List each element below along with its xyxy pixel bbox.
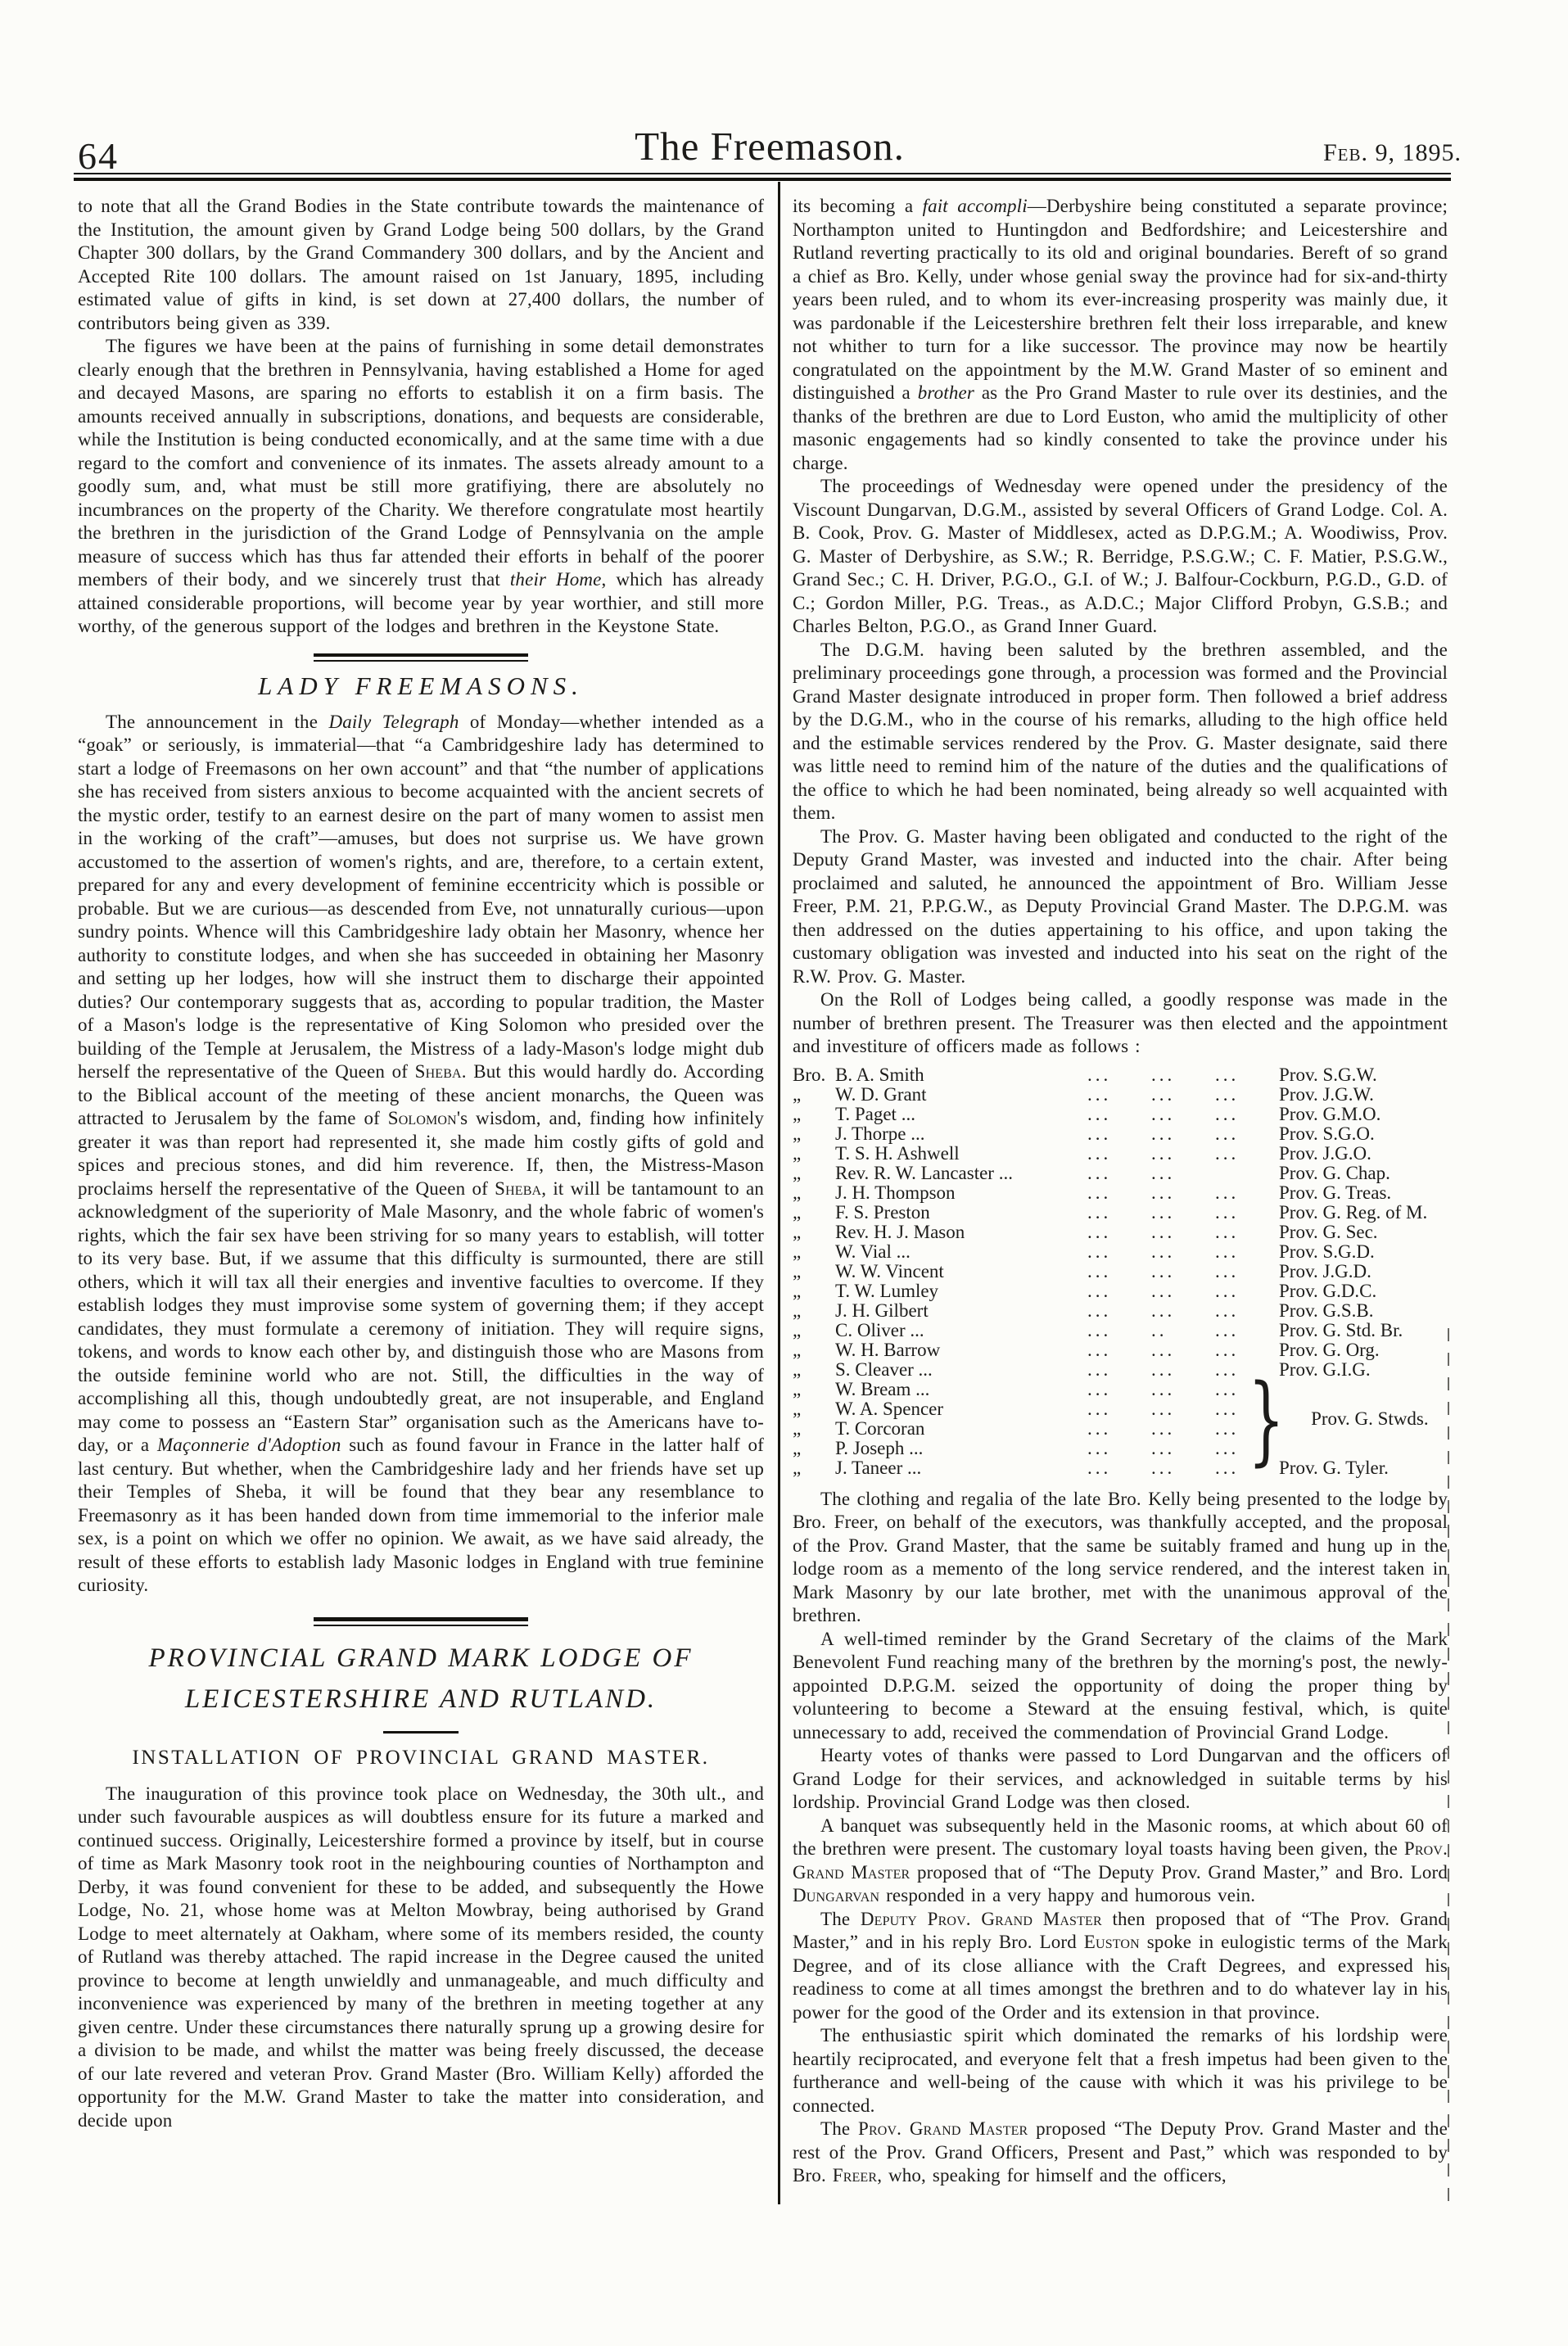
table-row xyxy=(793,1360,1448,1380)
table-row xyxy=(793,1301,1448,1321)
paragraph-votes-of-thanks: Hearty votes of thanks were passed to Lord Dungarvan and the officers of Grand Lodge for their services, and acknowledged in suitable terms by his lordship. Provincial Grand Lodge was then closed. xyxy=(793,1745,1448,1812)
officer-office: Prov. G. Chap. xyxy=(1279,1162,1390,1183)
leader-dots: ... xyxy=(1215,1437,1240,1458)
leader-dots: ... xyxy=(1151,1241,1176,1262)
paragraph-clothing-regalia: The clothing and regalia of the late Bro. Kelly being presented to the lodge by Bro. Freer, on behalf of the executors, was thankfully accepted, and the proposal of the Prov. Grand Master, that the same be suitably framed and hung up in the lodge room as a memento of the long service rendered, and the interest taken in Mark Masonry by our late brother, met with the unanimous approval of the brethren. xyxy=(793,1488,1448,1625)
table-row xyxy=(793,1144,1448,1164)
leader-dots: ... xyxy=(1151,1398,1176,1419)
officer-prefix: „ xyxy=(793,1103,802,1124)
paragraph-final-toast: The Prov. Grand Master proposed “The Deputy Prov. Grand Master and the rest of the Prov. Grand Officers, Present and Past,” which was responded to by Bro. Freer, who, speaking for himself and the officers, xyxy=(793,2118,1448,2186)
leader-dots: ... xyxy=(1087,1300,1112,1321)
table-row xyxy=(793,1124,1448,1144)
leader-dots: ... xyxy=(1087,1358,1112,1380)
paragraph-banquet: A banquet was subsequently held in the Masonic rooms, at which about 60 of the brethren were present. The customary loyal toasts having been given, the Prov. Grand Master proposed that of “The Deputy Prov. Grand Master,” and Bro. Lord Dungarvan responded in a very happy and humorous vein. xyxy=(793,1815,1448,1905)
leader-dots: ... xyxy=(1087,1457,1112,1478)
brace-glyph: } xyxy=(1248,1362,1286,1476)
leader-dots: ... xyxy=(1215,1221,1240,1242)
prov-heading-line2: LEICESTERSHIRE AND RUTLAND. xyxy=(184,1684,657,1714)
leader-dots: ... xyxy=(1215,1378,1240,1399)
officer-office: Prov. J.G.O. xyxy=(1279,1142,1371,1164)
officer-prefix: „ xyxy=(793,1221,802,1242)
leader-dots: ... xyxy=(1215,1103,1240,1124)
officer-prefix: „ xyxy=(793,1241,802,1262)
leader-dots: ... xyxy=(1087,1162,1112,1183)
paragraph-proceedings: The proceedings of Wednesday were opened under the presidency of the Viscount Dungarvan, D.G.M., assisted by several Officers of Grand Lodge. Col. A. B. Cook, Prov. G. Master of Middlesex, acted as D.P.G.M.; A. Woodiwiss, Prov. G. Master of Derbyshire, as S.W.; R. Berridge, P.S.G.W.; C. F. Matier, P.S.G.W., Grand Sec.; C. H. Driver, P.G.O., G.I. of W.; J. Balfour-Cockburn, P.G.D., G.D. of C.; Gordon Miller, P.G. Treas., as A.D.C.; Major Clifford Probyn, G.S.B.; and Charles Belton, P.G.O., as Grand Inner Guard. xyxy=(793,476,1448,636)
leader-dots: ... xyxy=(1087,1319,1112,1340)
issue-date: Feb. 9, 1895. xyxy=(1322,139,1462,166)
table-row xyxy=(793,1262,1448,1281)
officer-prefix: „ xyxy=(793,1142,802,1164)
officer-name: B. A. Smith xyxy=(835,1064,924,1085)
leader-dots: ... xyxy=(1087,1241,1112,1262)
subsection-rule xyxy=(383,1731,459,1734)
officer-name: J. Thorpe ... xyxy=(835,1123,925,1144)
table-row xyxy=(793,1105,1448,1124)
leader-dots: .. xyxy=(1151,1319,1168,1340)
leader-dots: ... xyxy=(1215,1201,1240,1223)
leader-dots: ... xyxy=(1215,1064,1240,1085)
leader-dots: ... xyxy=(1087,1378,1112,1399)
officer-name: J. H. Thompson xyxy=(835,1182,956,1203)
paragraph-enthusiastic-spirit: The enthusiastic spirit which dominated the remarks of his lordship were heartily reciprocated, and everyone felt that a fresh impetus had been given to the furtherance and well-being of the cause with which it was his privilege to be connected. xyxy=(793,2025,1448,2116)
leader-dots: ... xyxy=(1215,1083,1240,1105)
leader-dots: ... xyxy=(1151,1201,1176,1223)
paragraph-roll-of-lodges: On the Roll of Lodges being called, a goodly response was made in the number of brethren present. The Treasurer was then elected and the appointment and investiture of officers made as follows : xyxy=(793,989,1448,1056)
officer-prefix: „ xyxy=(793,1398,802,1419)
leader-dots: ... xyxy=(1151,1123,1176,1144)
officer-office: Prov. G. Reg. of M. xyxy=(1279,1201,1428,1223)
officer-prefix: „ xyxy=(793,1162,802,1183)
leader-dots: ... xyxy=(1151,1142,1176,1164)
paragraph-lady-freemasons: The announcement in the Daily Telegraph of Monday—whether intended as a “goak” or seriously, is immaterial—that “a Cambridgeshire lady has determined to start a lodge of Freemasons on her own account” and that “the number of applications she has received from sisters anxious to become acquainted with the ancient secrets of the mystic order, testify to an earnest desire on the part of many women to assist men in the working of the craft”—amuses, but does not surprise us. We have grown accustomed to the assertion of women's rights, and are, therefore, to a certain extent, prepared for any and every development of feminine eccentricity which is possible or probable. But we are curious—as descended from Eve, not unnaturally curious—upon sundry points. Whence will this Cambridgeshire lady obtain her Masonry, whence her authority to constitute lodges, and when she has succeeded in obtaining her Masonry and setting up her lodges, how will she instruct them to discharge their appointed duties? Our contemporary suggests that as, according to popular tradition, the Master of a Mason's lodge is the representative of King Solomon who presided over the building of the Temple at Jerusalem, the Mistress of a lady-Mason's lodge might dub herself the representative of the Queen of Sheba. But this would hardly do. According to the Biblical account of the meeting of these ancient monarchs, the Queen was attracted to Jerusalem by the fame of Solomon's wisdom, and, finding how infinitely greater it was than report had represented it, she made him costly gifts of gold and spices and precious stones, and did him reverence. If, then, the Mistress-Mason proclaims herself the representative of the Queen of Sheba, it will be tantamount to an acknowledgment of the superiority of Male Masonry, and the whole fabric of women's rights, which the fair sex have been striving for so many years to establish, will totter to its very base. But, if we assume that this difficulty is surmounted, there are still others, which it will tax all their energies and inventive faculties to overcome. If they establish lodges they must improvise some system of governing them; if they accept candidates, they must formulate a ceremony of initiation. They will require signs, tokens, and words to know each other by, and distinguish those who are Masons from the outside feminine world who are not. Still, the difficulties in the way of accomplishing all this, though undoubtedly great, are not insuperable, and England may come to possess an “Eastern Star” organisation such as the Americans have to-day, or a Maçonnerie d'Adoption such as found favour in France in the latter half of last century. But whether, when the Cambridgeshire lady and her friends have set up their Temples of Sheba, it will be found that they bear any resemblance to Freemasonry as it has been handed down from time immemorial to the inferior male sex, is a point on which we offer no opinion. We await, as we have said already, the result of these efforts to establish lady Masonic lodges in England with true feminine curiosity. xyxy=(78,711,764,1595)
leader-dots: ... xyxy=(1087,1260,1112,1281)
officer-office: Prov. G.S.B. xyxy=(1279,1300,1374,1321)
leader-dots: ... xyxy=(1215,1398,1240,1419)
table-row xyxy=(793,1223,1448,1242)
officer-prefix: „ xyxy=(793,1378,802,1399)
officer-name: W. W. Vincent xyxy=(835,1260,944,1281)
paragraph-state-contributions: to note that all the Grand Bodies in the State contribute towards the maintenance of the Institution, the amount given by Grand Lodge being 500 dollars, by the Grand Chapter 300 dollars, by the Grand Commandery 300 dollars, and by the Ancient and Accepted Rite 100 dollars. The amount raised on 1st January, 1895, including estimated value of gifts in kind, is set down at 27,400 dollars, the number of contributors being given as 339. xyxy=(78,196,764,333)
leader-dots: ... xyxy=(1151,1260,1176,1281)
officer-prefix: „ xyxy=(793,1319,802,1340)
prov-mark-lodge-heading xyxy=(78,1638,764,1720)
officer-office: Prov. S.G.W. xyxy=(1279,1064,1377,1085)
leader-dots xyxy=(1215,1164,1279,1183)
paragraph-fait-accompli: its becoming a fait accompli—Derbyshire being constituted a separate province; Northampton united to Huntingdon and Bedfordshire; and Leicestershire and Rutland reverting practically to its old and original boundaries. Bereft of so grand a chief as Bro. Kelly, under whose genial sway the province had for six-and-thirty years been ruled, and to whom its ever-increasing prosperity was mainly due, it was pardonable if the Leicestershire brethren felt their loss irreparable, and knew not whither to turn for a like successor. The province may now be heartily congratulated on the appointment by the M.W. Grand Master of so eminent and distinguished a brother as the Pro Grand Master to rule over its destinies, and the thanks of the brethren are due to Lord Euston, who amid the multiplicity of other masonic engagements had so kindly consented to take the province under his charge. xyxy=(793,196,1448,473)
officer-name: T. Paget ... xyxy=(835,1103,915,1124)
table-row xyxy=(793,1340,1448,1360)
table-row xyxy=(793,1321,1448,1340)
officer-name: T. W. Lumley xyxy=(835,1280,939,1301)
officer-name: S. Cleaver ... xyxy=(835,1358,933,1380)
officer-office: Prov. G. Treas. xyxy=(1279,1182,1392,1203)
section-rule xyxy=(314,653,528,662)
leader-dots: ... xyxy=(1087,1182,1112,1203)
leader-dots: ... xyxy=(1087,1103,1112,1124)
leader-dots: ... xyxy=(1215,1260,1240,1281)
leader-dots: ... xyxy=(1215,1142,1240,1164)
masthead-title: The Freemason. xyxy=(635,124,905,169)
table-row xyxy=(793,1242,1448,1262)
page-header xyxy=(78,123,1462,180)
table-row xyxy=(793,1203,1448,1223)
leader-dots: ... xyxy=(1151,1064,1176,1085)
officer-office: Prov. G.I.G. xyxy=(1279,1358,1371,1380)
leader-dots: ... xyxy=(1087,1398,1112,1419)
leader-dots: ... xyxy=(1087,1083,1112,1105)
officer-office: Prov. G. Org. xyxy=(1279,1339,1380,1360)
officer-name: C. Oliver ... xyxy=(835,1319,924,1340)
table-row xyxy=(793,1164,1448,1183)
table-row xyxy=(793,1281,1448,1301)
officer-prefix: „ xyxy=(793,1123,802,1144)
table-row xyxy=(793,1458,1448,1478)
officer-prefix: „ xyxy=(793,1457,802,1478)
officer-office: Prov. J.G.W. xyxy=(1279,1083,1374,1105)
leader-dots: ... xyxy=(1087,1064,1112,1085)
column-divider xyxy=(778,182,780,2204)
officer-name: T. Corcoran xyxy=(835,1417,925,1439)
officer-office: Prov. G.M.O. xyxy=(1279,1103,1381,1124)
officer-name: F. S. Preston xyxy=(835,1201,930,1223)
leader-dots: ... xyxy=(1151,1083,1176,1105)
officer-name: W. Bream ... xyxy=(835,1378,930,1399)
leader-dots: ... xyxy=(1151,1162,1176,1183)
leader-dots: ... xyxy=(1151,1300,1176,1321)
officer-office: Prov. G.D.C. xyxy=(1279,1280,1377,1301)
officer-prefix: Bro. xyxy=(793,1064,826,1085)
leader-dots: ... xyxy=(1215,1182,1240,1203)
paragraph-deputy-toast: The Deputy Prov. Grand Master then proposed that of “The Prov. Grand Master,” and in his reply Bro. Lord Euston spoke in eulogistic terms of the Mark Degree, and of its close alliance with the Craft Degrees, and expressed his readiness to come at all times amongst the brethren and to do whatever lay in his power for the good of the Order and its extension in that province. xyxy=(793,1908,1448,2023)
officer-prefix: „ xyxy=(793,1339,802,1360)
leader-dots: ... xyxy=(1087,1201,1112,1223)
officer-prefix: „ xyxy=(793,1280,802,1301)
officer-prefix: „ xyxy=(793,1417,802,1439)
table-row xyxy=(793,1065,1448,1085)
leader-dots: ... xyxy=(1215,1300,1240,1321)
leader-dots: ... xyxy=(1151,1221,1176,1242)
officer-prefix: „ xyxy=(793,1437,802,1458)
leader-dots: ... xyxy=(1151,1339,1176,1360)
officer-prefix: „ xyxy=(793,1201,802,1223)
officer-prefix: „ xyxy=(793,1260,802,1281)
paragraph-dgm-saluted: The D.G.M. having been saluted by the brethren assembled, and the preliminary proceedings gone through, a procession was formed and the Provincial Grand Master designate introduced in proper form. Then followed a brief address by the D.G.M., who in the course of his remarks, alluding to the high office held and the estimable services rendered by the Prov. G. Master designate, said there was little need to remind him of the nature of the duties and the qualifications of the office to which he had been nominated, being already so well acquainted with them. xyxy=(793,639,1448,823)
leader-dots: ... xyxy=(1087,1142,1112,1164)
leader-dots: ... xyxy=(1087,1221,1112,1242)
officer-office: Prov. S.G.D. xyxy=(1279,1241,1375,1262)
officer-name: P. Joseph ... xyxy=(835,1437,924,1458)
paragraph-figures: The figures we have been at the pains of furnishing in some detail demonstrates clearly enough that the brethren in Pennsylvania, having established a Home for aged and decayed Masons, are sparing no efforts to establish it on a firm basis. The amounts received annually in subscriptions, donations, and bequests are considerable, while the Institution is being conducted economically, and at the same time with a due regard to the comfort and convenience of its inmates. The assets already amount to a goodly sum, and, what must be still more gratifiying, there are absolutely no incumbrances on the property of the Charity. We therefore congratulate most heartily the brethren in the jurisdiction of the Grand Lodge of Pennsylvania on the ample measure of success which has thus far attended their efforts in behalf of the poorer members of their body, and we sincerely trust that their Home, which has already attained considerable proportions, will become year by year worthier, and still more worthy, of the generous support of the lodges and brethren in the Keystone State. xyxy=(78,336,764,636)
officer-prefix: „ xyxy=(793,1358,802,1380)
leader-dots: ... xyxy=(1087,1123,1112,1144)
leader-dots: ... xyxy=(1215,1319,1240,1340)
leader-dots: ... xyxy=(1215,1358,1240,1380)
officer-office: Prov. J.G.D. xyxy=(1279,1260,1371,1281)
leader-dots: ... xyxy=(1151,1417,1176,1439)
page-edge-artifact xyxy=(1448,1328,1449,2208)
officer-name: Rev. H. J. Mason xyxy=(835,1221,965,1242)
leader-dots: ... xyxy=(1215,1241,1240,1262)
leader-dots: ... xyxy=(1151,1103,1176,1124)
leader-dots: ... xyxy=(1215,1417,1240,1439)
leader-dots: ... xyxy=(1215,1123,1240,1144)
leader-dots: ... xyxy=(1087,1417,1112,1439)
officer-prefix: „ xyxy=(793,1182,802,1203)
officer-prefix: „ xyxy=(793,1300,802,1321)
leader-dots: ... xyxy=(1087,1339,1112,1360)
leader-dots: ... xyxy=(1215,1339,1240,1360)
officers-table xyxy=(793,1065,1448,1478)
leader-dots: ... xyxy=(1151,1378,1176,1399)
officer-office: Prov. S.G.O. xyxy=(1279,1123,1375,1144)
prov-heading-line1: PROVINCIAL GRAND MARK LODGE OF xyxy=(148,1643,694,1673)
table-row xyxy=(793,1085,1448,1105)
header-rule xyxy=(74,173,1451,181)
leader-dots: ... xyxy=(1151,1280,1176,1301)
installation-subheading: INSTALLATION OF PROVINCIAL GRAND MASTER. xyxy=(132,1746,710,1769)
officer-name: W. D. Grant xyxy=(835,1083,927,1105)
officer-name: W. H. Barrow xyxy=(835,1339,941,1360)
officer-name: W. Vial ... xyxy=(835,1241,911,1262)
lady-freemasons-heading: LADY FREEMASONS. xyxy=(258,671,584,700)
right-column xyxy=(793,195,1448,2188)
leader-dots: ... xyxy=(1151,1358,1176,1380)
officer-office: Prov. G. Tyler. xyxy=(1279,1457,1389,1478)
paragraph-prov-g-master: The Prov. G. Master having been obligated and conducted to the right of the Deputy Grand Master, was invested and inducted into the chair. After being proclaimed and saluted, he announced the appointment of Bro. William Jesse Freer, P.M. 21, P.P.G.W., as Deputy Provincial Grand Master. The D.P.G.M. was then addressed on the duties appertaining to his office, and upon taking the customary obligation was invested and inducted into his seat on the right of the R.W. Prov. G. Master. xyxy=(793,825,1448,987)
officer-office: Prov. G. Sec. xyxy=(1279,1221,1378,1242)
officer-name: T. S. H. Ashwell xyxy=(835,1142,960,1164)
section-rule xyxy=(314,1617,528,1626)
leader-dots: ... xyxy=(1151,1182,1176,1203)
leader-dots: ... xyxy=(1215,1280,1240,1301)
officer-prefix: „ xyxy=(793,1083,802,1105)
officer-name: Rev. R. W. Lancaster ... xyxy=(835,1162,1013,1183)
paragraph-benevolent-fund: A well-timed reminder by the Grand Secretary of the claims of the Mark Benevolent Fund reaching many of the brethren by the morning's post, the newly-appointed D.P.G.M. seized the opportunity of doing the proper thing by volunteering to become a Steward at the ensuing festival, which, is quite unnecessary to add, received the commendation of Provincial Grand Lodge. xyxy=(793,1628,1448,1743)
leader-dots: ... xyxy=(1087,1280,1112,1301)
table-row xyxy=(793,1183,1448,1203)
officer-name: J. H. Gilbert xyxy=(835,1300,929,1321)
stewards-label: Prov. G. Stwds. xyxy=(1311,1408,1429,1429)
leader-dots: ... xyxy=(1151,1457,1176,1478)
leader-dots: ... xyxy=(1151,1437,1176,1458)
page-number: 64 xyxy=(78,135,119,177)
leader-dots: ... xyxy=(1215,1457,1240,1478)
left-column xyxy=(78,195,764,2132)
officer-name: J. Taneer ... xyxy=(835,1457,922,1478)
leader-dots: ... xyxy=(1087,1437,1112,1458)
officer-name: W. A. Spencer xyxy=(835,1398,944,1419)
paragraph-inauguration: The inauguration of this province took place on Wednesday, the 30th ult., and under such favourable auspices as will doubtless ensure for its future a marked and continued success. Originally, Leicestershire formed a province by itself, but in course of time as Mark Masonry took root in the neighbouring counties of Northampton and Derby, it was found convenient for these to be added, and subsequently the Howe Lodge, No. 21, whose home was at Melton Mowbray, being authorised by Grand Lodge to meet alternately at Oakham, where some of its members resided, the county of Rutland was thereby attached. The rapid increase in the Degree caused the united province to become at length unwieldly and unmanageable, and much difficulty and inconvenience was experienced by many of the brethren in meeting together at any given centre. Under these circumstances there naturally sprung up a growing desire for a division to be made, and whilst the matter was being freely discussed, the decease of our late revered and veteran Prov. Grand Master (Bro. William Kelly) afforded the opportunity for the M.W. Grand Master to take the matter into consideration, and decide upon xyxy=(78,1783,764,2131)
officer-office: Prov. G. Std. Br. xyxy=(1279,1319,1403,1340)
